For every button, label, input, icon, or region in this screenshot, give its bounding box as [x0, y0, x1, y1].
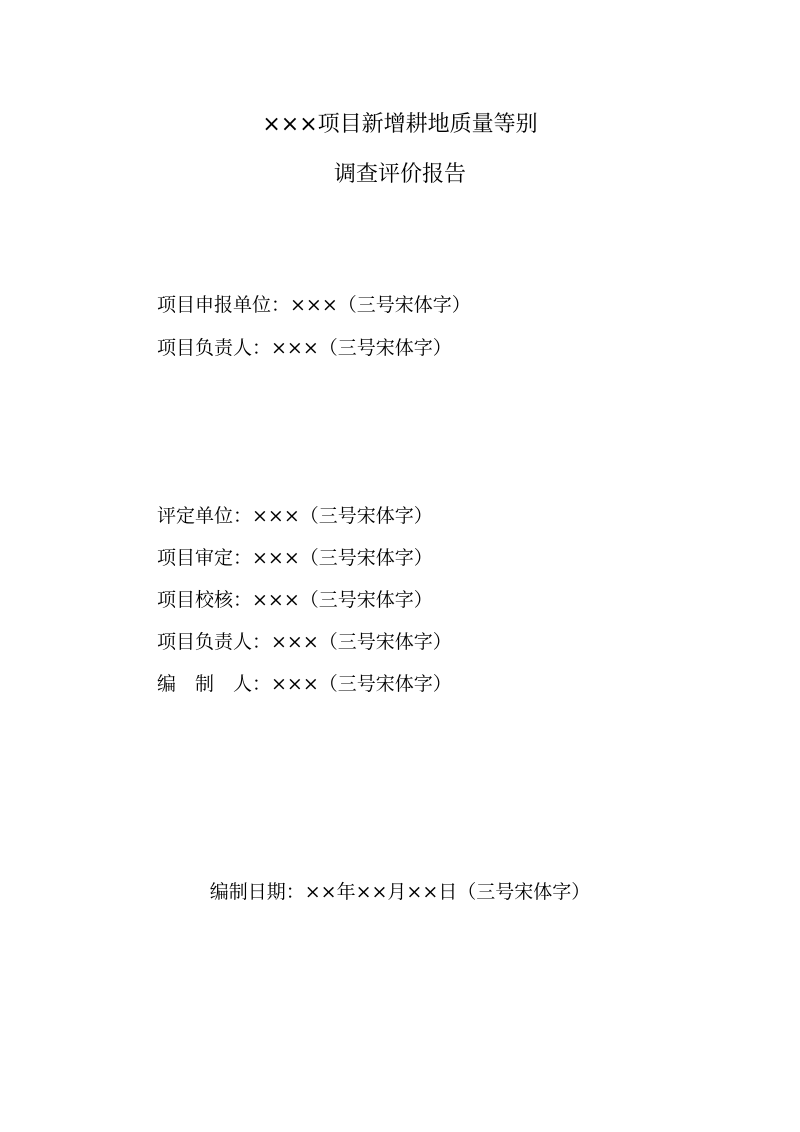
- compile-date-line: 编制日期：××年××月××日（三号宋体字）: [209, 881, 591, 903]
- evaluation-unit-line: 评定单位：×××（三号宋体字）: [157, 505, 433, 527]
- compiler-line: 编 制 人：×××（三号宋体字）: [157, 673, 452, 695]
- report-title-line-1: ×××项目新增耕地质量等别: [262, 112, 538, 137]
- applicant-project-lead-line: 项目负责人：×××（三号宋体字）: [157, 337, 452, 359]
- project-check-line: 项目校核：×××（三号宋体字）: [157, 589, 433, 611]
- evaluation-project-lead-line: 项目负责人：×××（三号宋体字）: [157, 631, 452, 653]
- report-title-line-2: 调查评价报告: [333, 162, 466, 187]
- project-review-line: 项目审定：×××（三号宋体字）: [157, 547, 433, 569]
- applicant-unit-line: 项目申报单位：×××（三号宋体字）: [157, 294, 471, 316]
